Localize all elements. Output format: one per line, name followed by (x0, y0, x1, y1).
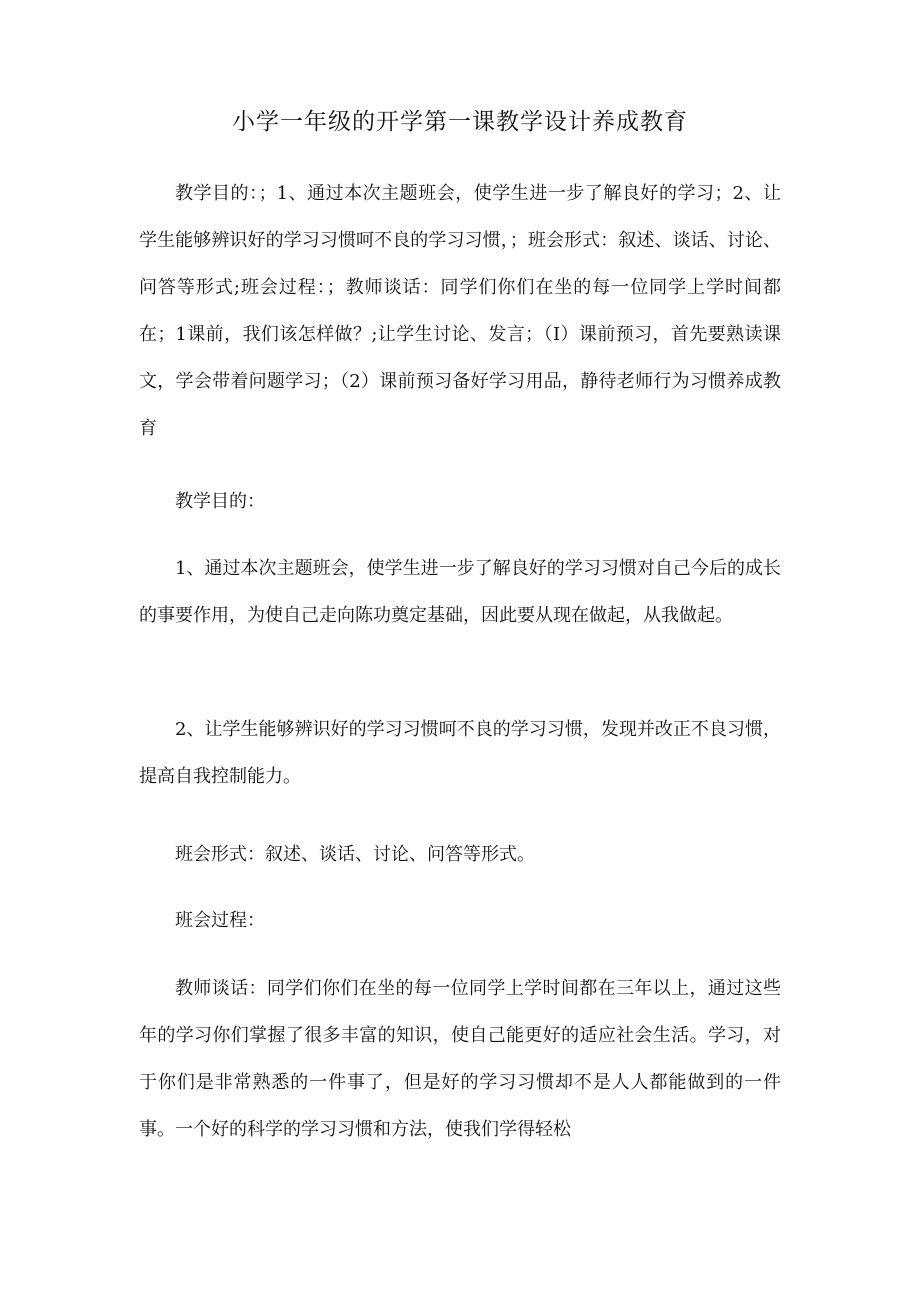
teaching-aim-item-2: 2、让学生能够辨识好的学习习惯呵不良的学习习惯，发现并改正不良习惯，提高自我控制能力。 (139, 719, 781, 787)
document-title: 小学一年级的开学第一课教学设计养成教育 (232, 109, 688, 135)
class-meeting-process-heading: 班会过程： (175, 910, 265, 931)
teaching-aim-item-1: 1、通过本次主题班会，使学生进一步了解良好的学习习惯对自己今后的成长的事要作用，为使自己走向陈功奠定基础，因此要从现在做起，从我做起。 (139, 558, 781, 626)
teaching-aim-heading: 教学目的： (175, 491, 265, 512)
intro-paragraph: 教学目的：；1、通过本次主题班会，使学生进一步了解良好的学习；2、让学生能够辨识好的学习习惯呵不良的学习习惯，；班会形式：叙述、谈话、讨论、问答等形式;班会过程：；教师谈话：同学们你们在坐的每一位同学上学时间都在；1课前，我们该怎样做？;让学生讨论、发言；（I）课前预习，首先要熟读课文，学会带着问题学习；（2）课前预习备好学习用品，静待老师行为习惯养成教育 (139, 183, 781, 439)
teacher-talk-paragraph: 教师谈话：同学们你们在坐的每一位同学上学时间都在三年以上，通过这些年的学习你们掌握了很多丰富的知识，使自己能更好的适应社会生活。学习，对于你们是非常熟悉的一件事了，但是好的学习习惯却不是人人都能做到的一件事。一个好的科学的学习习惯和方法，使我们学得轻松 (139, 978, 781, 1140)
class-meeting-form: 班会形式：叙述、谈话、讨论、问答等形式。 (175, 844, 535, 865)
